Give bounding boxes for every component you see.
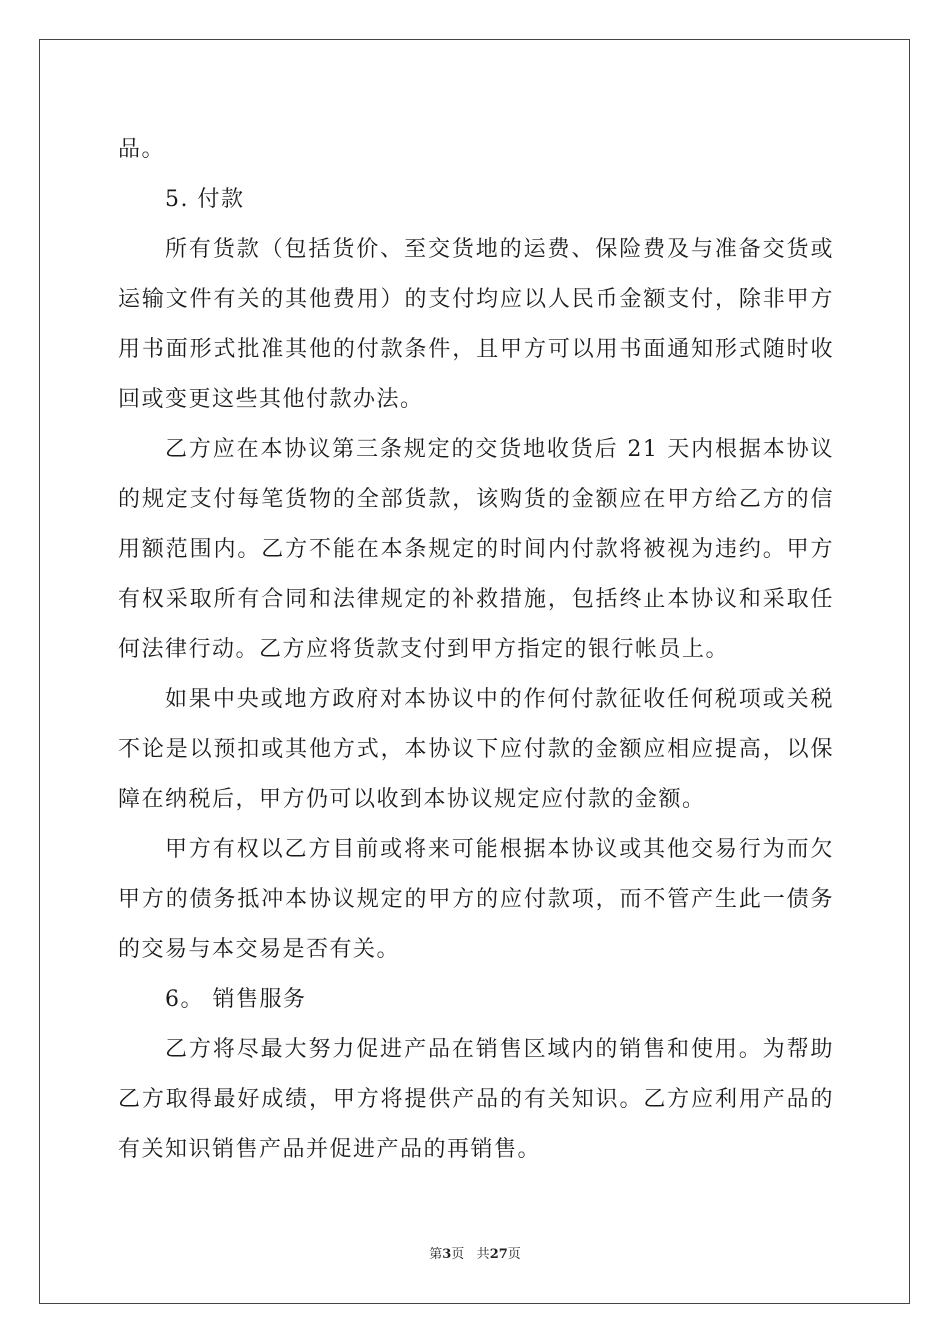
section-heading-payment: 5. 付款 xyxy=(165,187,245,212)
text-line: 甲方有权以乙方目前或将来可能根据本协议或其他交易行为而欠 xyxy=(165,837,834,862)
total-suffix: 页 xyxy=(507,1247,521,1262)
page-number: 3 xyxy=(442,1247,452,1262)
text-line: 甲方的债务抵冲本协议规定的甲方的应付款项，而不管产生此一债务 xyxy=(118,887,834,912)
text-line: 如果中央或地方政府对本协议中的作何付款征收任何税项或关税 xyxy=(165,687,834,712)
text-line: 品。 xyxy=(118,137,166,162)
section-heading-sales-service: 6。 销售服务 xyxy=(165,987,307,1012)
text-line: 的交易与本交易是否有关。 xyxy=(118,937,401,962)
page-footer xyxy=(0,1246,950,1264)
text-line: 运输文件有关的其他费用）的支付均应以人民币金额支付，除非甲方 xyxy=(118,287,834,312)
text-line: 有关知识销售产品并促进产品的再销售。 xyxy=(118,1137,542,1162)
page-suffix: 页 xyxy=(451,1247,465,1262)
total-prefix: 共 xyxy=(476,1247,490,1262)
text-line: 障在纳税后，甲方仍可以收到本协议规定应付款的金额。 xyxy=(118,787,706,812)
text-line: 不论是以预扣或其他方式，本协议下应付款的金额应相应提高，以保 xyxy=(118,737,834,762)
text-line: 乙方将尽最大努力促进产品在销售区域内的销售和使用。为帮助 xyxy=(165,1037,834,1062)
text-line: 的规定支付每笔货物的全部货款，该购货的金额应在甲方给乙方的信 xyxy=(118,487,834,512)
text-line: 何法律行动。乙方应将货款支付到甲方指定的银行帐员上。 xyxy=(118,637,730,662)
page-prefix: 第 xyxy=(429,1247,443,1262)
text-line: 乙方应在本协议第三条规定的交货地收货后 21 天内根据本协议 xyxy=(165,437,834,462)
total-pages: 27 xyxy=(489,1247,508,1262)
text-line: 回或变更这些其他付款办法。 xyxy=(118,387,424,412)
text-line: 乙方取得最好成绩，甲方将提供产品的有关知识。乙方应利用产品的 xyxy=(118,1087,834,1112)
text-line: 用额范围内。乙方不能在本条规定的时间内付款将被视为违约。甲方 xyxy=(118,537,834,562)
text-line: 所有货款（包括货价、至交货地的运费、保险费及与准备交货或 xyxy=(165,237,834,262)
text-line: 有权采取所有合同和法律规定的补救措施，包括终止本协议和采取任 xyxy=(118,587,834,612)
text-line: 用书面形式批准其他的付款条件，且甲方可以用书面通知形式随时收 xyxy=(118,337,834,362)
